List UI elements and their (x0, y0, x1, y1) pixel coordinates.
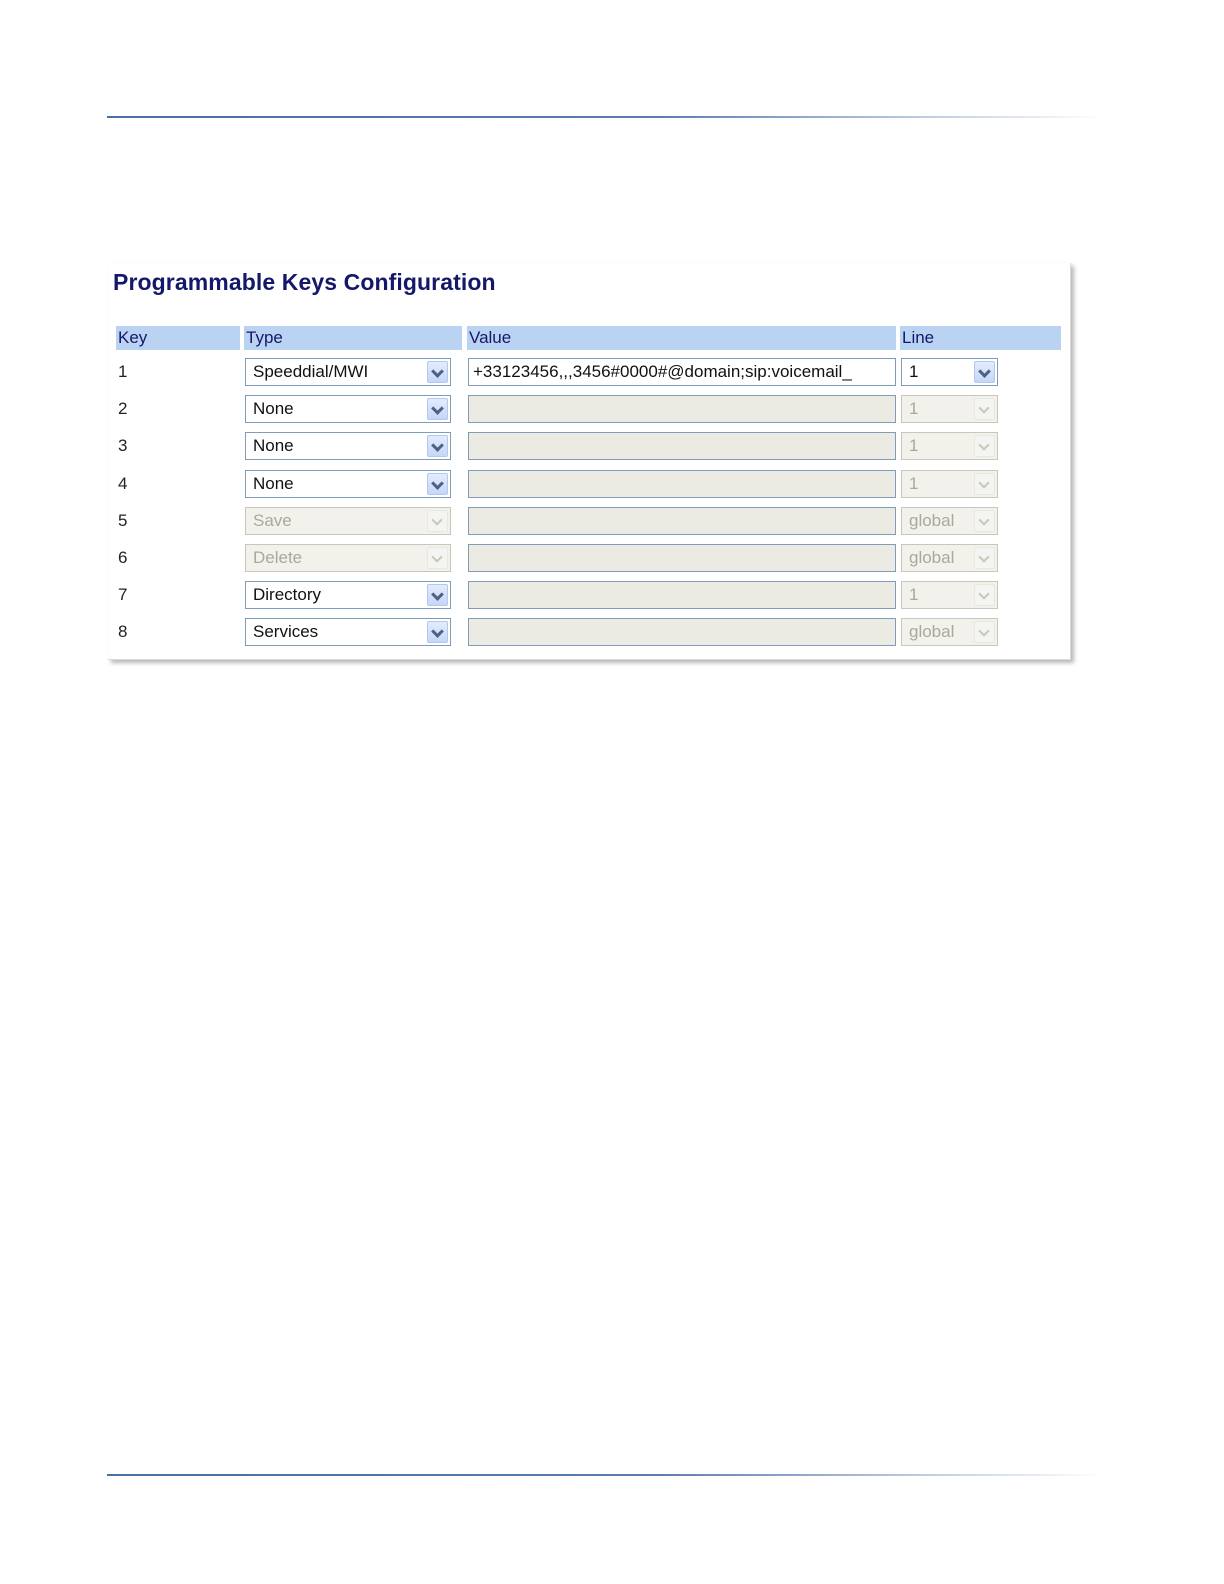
line-select-value: 1 (909, 473, 919, 493)
chevron-down-icon (974, 584, 995, 606)
chevron-down-icon[interactable] (427, 473, 448, 495)
column-header-type: Type (244, 326, 462, 350)
page-header-rule (107, 116, 1105, 118)
line-select-value: global (909, 622, 955, 642)
type-select-value: Services (253, 622, 319, 642)
line-select (901, 544, 998, 572)
programmable-keys-panel (108, 263, 1071, 660)
page-footer-rule (107, 1474, 1105, 1476)
type-select-value: None (253, 473, 294, 493)
table-row (108, 618, 1070, 648)
table-row (108, 544, 1070, 574)
value-input (468, 432, 896, 460)
column-header-value: Value (467, 326, 896, 350)
type-select-value: Save (253, 510, 292, 530)
key-number: 1 (118, 362, 128, 381)
chevron-down-icon[interactable] (427, 398, 448, 420)
line-select (901, 581, 998, 609)
key-number: 3 (118, 436, 128, 456)
chevron-down-icon (427, 547, 448, 569)
table-row (108, 358, 1070, 388)
chevron-down-icon[interactable] (427, 361, 448, 383)
column-header-key: Key (116, 326, 240, 350)
line-select-value: 1 (909, 436, 919, 456)
line-select-value: global (909, 510, 955, 530)
key-number: 6 (118, 548, 128, 567)
key-number: 7 (118, 585, 128, 605)
line-select-value: 1 (909, 362, 919, 381)
chevron-down-icon[interactable] (427, 584, 448, 606)
line-select[interactable] (901, 358, 998, 386)
chevron-down-icon (974, 547, 995, 569)
chevron-down-icon (974, 473, 995, 495)
type-select[interactable] (245, 581, 451, 609)
key-number: 8 (118, 622, 128, 642)
value-input (468, 544, 896, 572)
type-select-value: None (253, 399, 294, 419)
type-select[interactable] (245, 470, 451, 498)
type-select-value: Directory (253, 585, 322, 605)
type-select[interactable] (245, 395, 451, 423)
type-select[interactable] (245, 432, 451, 460)
key-number: 2 (118, 399, 128, 419)
chevron-down-icon (974, 510, 995, 532)
table-row (108, 395, 1070, 425)
line-select-value: 1 (909, 585, 919, 605)
table-row (108, 470, 1070, 500)
chevron-down-icon (427, 510, 448, 532)
value-input (468, 507, 896, 535)
table-row (108, 507, 1070, 537)
line-select (901, 507, 998, 535)
value-input (468, 618, 896, 646)
line-select (901, 395, 998, 423)
table-row (108, 432, 1070, 462)
chevron-down-icon (974, 435, 995, 457)
key-number: 4 (118, 473, 128, 493)
value-input[interactable]: +33123456,,,3456#0000#@domain;sip:voicemail_ (468, 358, 896, 386)
chevron-down-icon[interactable] (427, 435, 448, 457)
line-select (901, 432, 998, 460)
type-select-value: None (253, 436, 294, 456)
value-input (468, 470, 896, 498)
type-select-value: Speeddial/MWI (253, 362, 369, 381)
line-select (901, 470, 998, 498)
type-select (245, 507, 451, 535)
column-header-line: Line (900, 326, 1061, 350)
value-input (468, 395, 896, 423)
type-select-value: Delete (253, 548, 303, 567)
chevron-down-icon (974, 621, 995, 643)
type-select (245, 544, 451, 572)
chevron-down-icon[interactable] (427, 621, 448, 643)
page-title: Programmable Keys Configuration (113, 269, 496, 295)
type-select[interactable] (245, 358, 451, 386)
chevron-down-icon (974, 398, 995, 420)
key-number: 5 (118, 510, 128, 530)
line-select (901, 618, 998, 646)
line-select-value: global (909, 548, 955, 567)
value-input (468, 581, 896, 609)
chevron-down-icon[interactable] (974, 361, 995, 383)
line-select-value: 1 (909, 399, 919, 419)
type-select[interactable] (245, 618, 451, 646)
table-row (108, 581, 1070, 611)
